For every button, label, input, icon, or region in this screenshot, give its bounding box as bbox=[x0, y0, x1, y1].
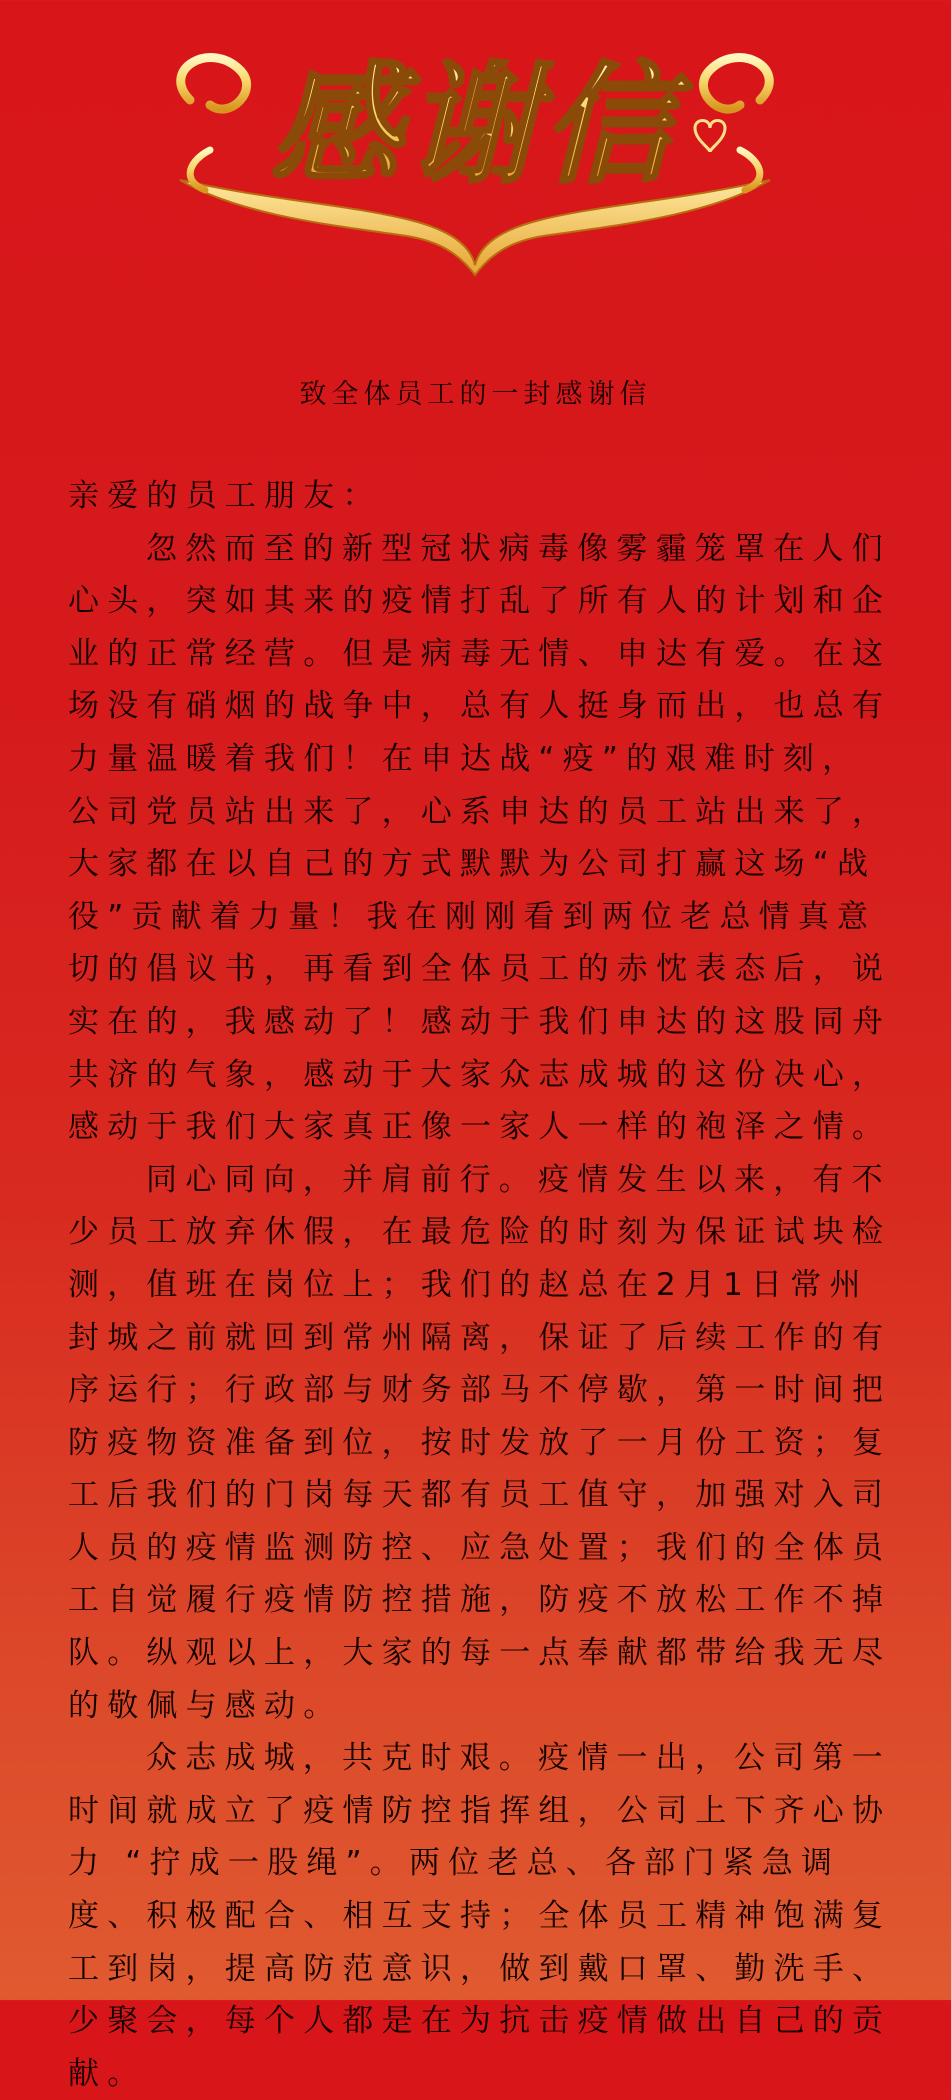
swirl-left bbox=[181, 58, 247, 109]
banner-title bbox=[150, 30, 800, 280]
banner-graphic bbox=[150, 30, 800, 280]
swirl-right bbox=[703, 58, 769, 109]
letter-paragraph-2: 同心同向，并肩前行。疫情发生以来，有不少员工放弃休假，在最危险的时刻为保证试块检测，值班在岗位上；我们的赵总在2月1日常州封城之前就回到常州隔离，保证了后续工作的有序运行；行政部与财务部马不停歇，第一时间把防疫物资准备到位，按时发放了一月份工资；复工后我们的门岗每天都有员工值守，加强对入司人员的疫情监测防控、应急处置；我们的全体员工自觉履行疫情防控措施，防疫不放松工作不掉队。纵观以上，大家的每一点奉献都带给我无尽的敬佩与感动。 bbox=[68, 1161, 892, 1724]
letter-paragraph-3: 众志成城，共克时艰。疫情一出，公司第一时间就成立了疫情防控指挥组，公司上下齐心协力 “拧成一股绳”。两位老总、各部门紧急调度、积极配合、相互支持；全体员工精神饱满复工到岗，提高防范意识，做到戴口罩、勤洗手、少聚会，每个人都是在为抗击疫情做出自己的贡献。 bbox=[68, 1740, 892, 2092]
letter-body bbox=[68, 470, 898, 2100]
letter-paragraph-1: 忽然而至的新型冠状病毒像雾霾笼罩在人们心头，突如其来的疫情打乱了所有人的计划和企业的正常经营。但是病毒无情、申达有爱。在这场没有硝烟的战争中，总有人挺身而出，也总有力量温暖着我们！在申达战“疫”的艰难时刻，公司党员站出来了，心系申达的员工站出来了，大家都在以自己的方式默默为公司打赢这场“战役”贡献着力量！我在刚刚看到两位老总情真意切的倡议书，再看到全体员工的赤忱表态后，说实在的，我感动了！感动于我们申达的这股同舟共济的气象，感动于大家众志成城的这份决心，感动于我们大家真正像一家人一样的袍泽之情。 bbox=[68, 530, 892, 1146]
letter-subtitle: 致全体员工的一封感谢信 bbox=[299, 379, 652, 410]
banner-title-text: 感谢信 bbox=[270, 48, 680, 201]
letter-salutation: 亲爱的员工朋友： bbox=[68, 478, 382, 514]
heart-icon bbox=[695, 121, 725, 153]
